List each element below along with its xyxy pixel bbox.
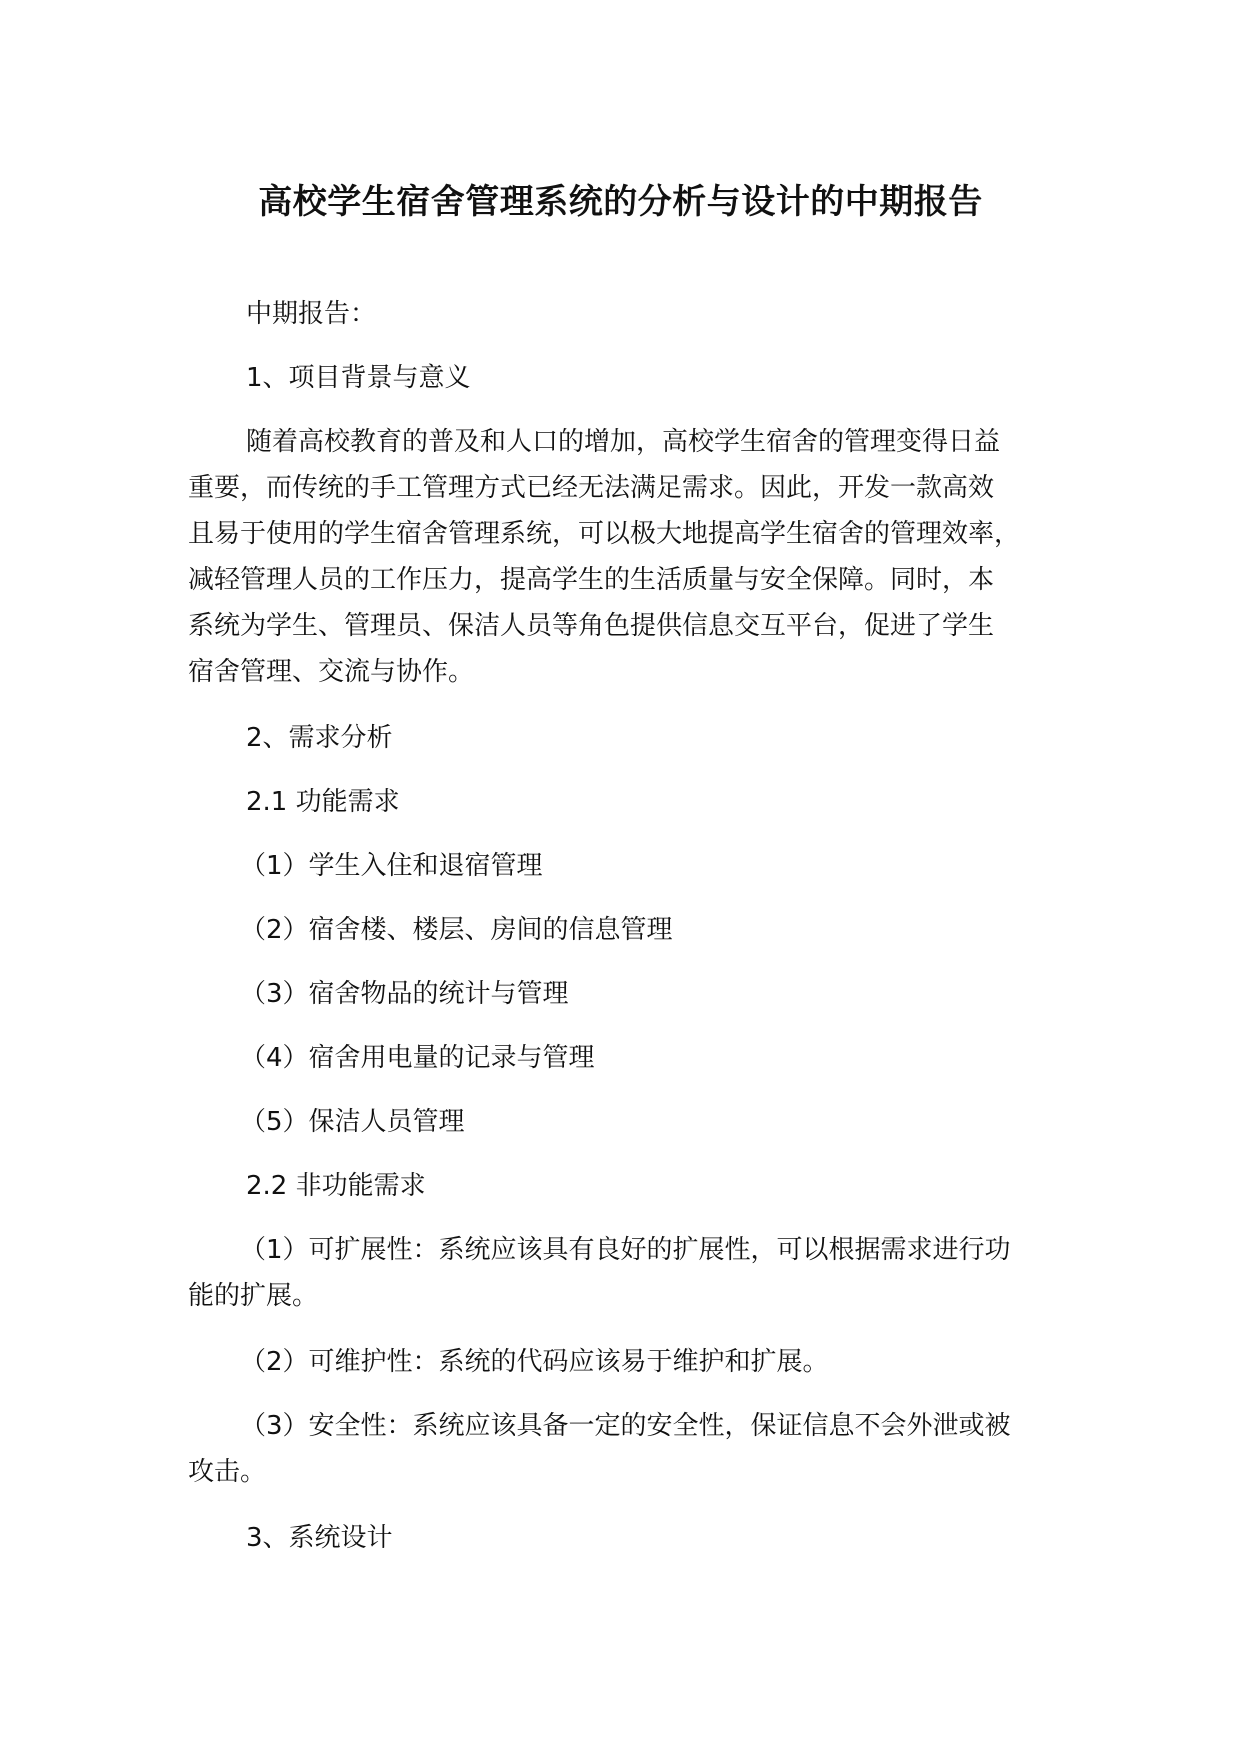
list-item: （5）保洁人员管理 [240,1107,465,1137]
list-item: （2）宿舍楼、楼层、房间的信息管理 [240,915,673,945]
list-item: （1）学生入住和退宿管理 [240,851,543,881]
list-item: （3）宿舍物品的统计与管理 [240,979,569,1009]
subsection-heading-functional: 2.1 功能需求 [246,787,400,817]
subsection-heading-nonfunctional: 2.2 非功能需求 [246,1171,426,1201]
section-heading-design: 3、系统设计 [246,1523,393,1553]
paragraph-line: 且易于使用的学生宿舍管理系统，可以极大地提高学生宿舍的管理效率， [188,519,1021,549]
list-item: （3）安全性：系统应该具备一定的安全性，保证信息不会外泄或被 [240,1411,1011,1441]
section-heading-report: 中期报告： [246,299,377,329]
paragraph-line: 重要，而传统的手工管理方式已经无法满足需求。因此，开发一款高效 [188,473,995,503]
list-item: （4）宿舍用电量的记录与管理 [240,1043,595,1073]
list-item-continuation: 攻击。 [188,1457,267,1487]
paragraph-line: 系统为学生、管理员、保洁人员等角色提供信息交互平台，促进了学生 [188,611,995,641]
paragraph-line: 随着高校教育的普及和人口的增加，高校学生宿舍的管理变得日益 [246,427,1001,457]
document-title: 高校学生宿舍管理系统的分析与设计的中期报告 [258,182,983,222]
paragraph-line: 宿舍管理、交流与协作。 [188,657,475,687]
section-heading-background: 1、项目背景与意义 [246,363,471,393]
list-item: （1）可扩展性：系统应该具有良好的扩展性，可以根据需求进行功 [240,1235,1011,1265]
list-item-continuation: 能的扩展。 [188,1281,319,1311]
section-heading-requirements: 2、需求分析 [246,723,393,753]
list-item: （2）可维护性：系统的代码应该易于维护和扩展。 [240,1347,829,1377]
paragraph-line: 减轻管理人员的工作压力，提高学生的生活质量与安全保障。同时，本 [188,565,995,595]
